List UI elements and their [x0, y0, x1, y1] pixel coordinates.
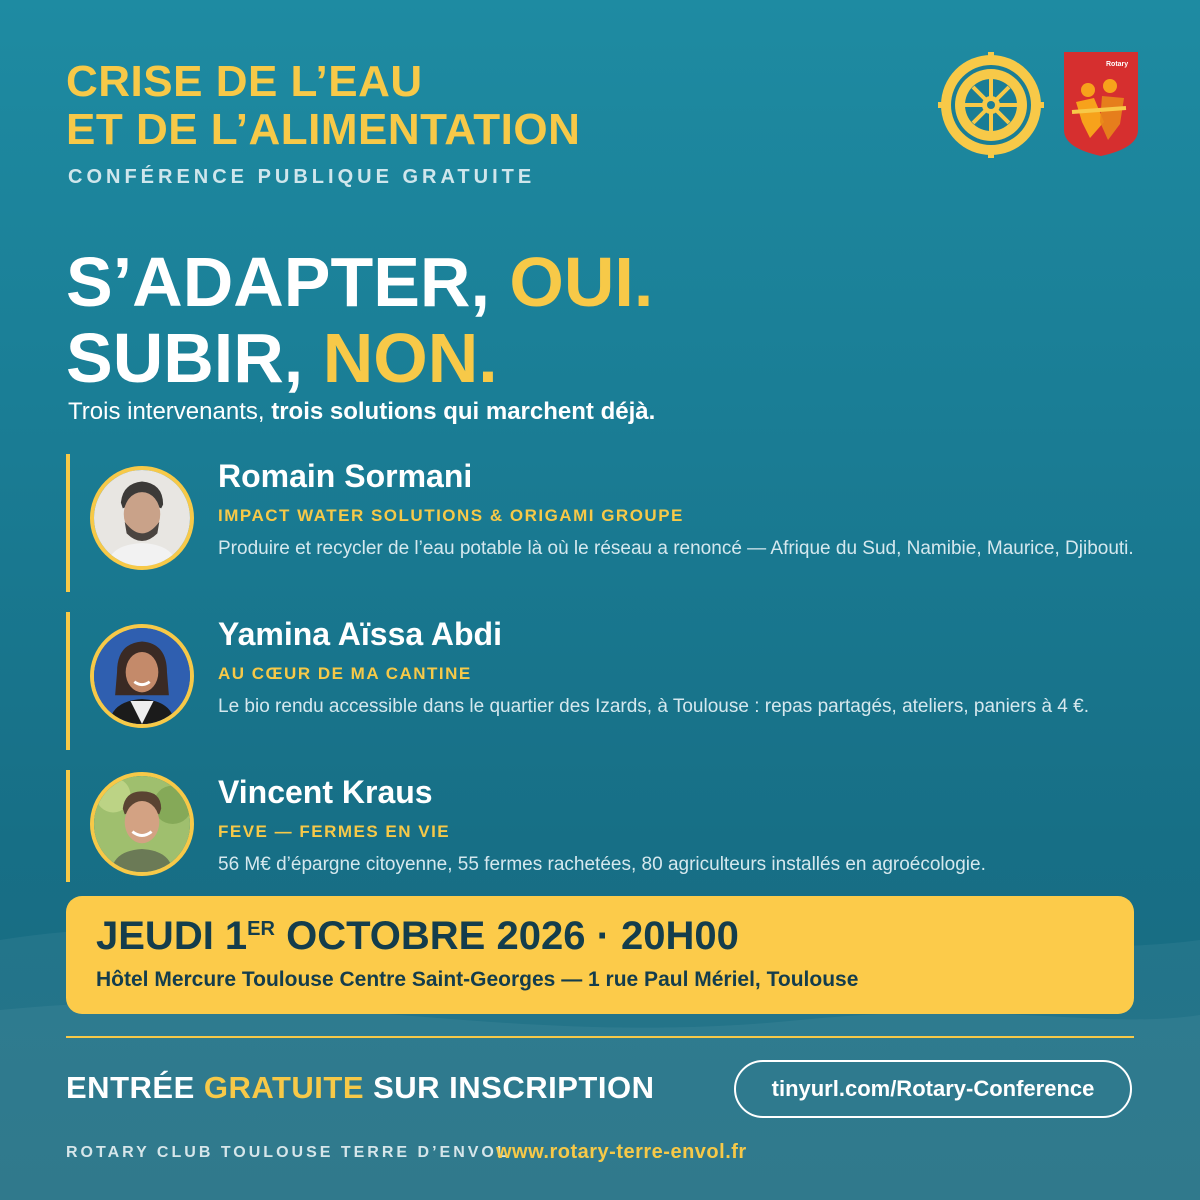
speaker-name: Romain Sormani: [218, 458, 473, 494]
speaker-accent-bar: [66, 612, 70, 750]
speaker-organization: FEVE — FERMES EN VIE: [218, 822, 451, 841]
intro-text: [68, 398, 655, 426]
divider: [66, 1036, 1134, 1038]
speaker-photo: [90, 466, 194, 570]
headline: [66, 244, 653, 396]
speaker-card: [66, 770, 1146, 882]
event-subtitle: CONFÉRENCE PUBLIQUE GRATUITE: [68, 166, 536, 188]
headline-oui: OUI.: [509, 243, 654, 321]
speaker-name: Vincent Kraus: [218, 774, 433, 810]
registration-cta: [66, 1070, 654, 1106]
headline-non: NON.: [322, 319, 498, 397]
speaker-description: Produire et recycler de l’eau potable là où le réseau a renoncé — Afrique du Sud, Namibie, Maurice, Djibouti.: [218, 538, 1134, 559]
cta-free: GRATUITE: [203, 1070, 364, 1105]
speaker-organization: AU CŒUR DE MA CANTINE: [218, 664, 472, 683]
speaker-accent-bar: [66, 770, 70, 882]
speaker-description: 56 M€ d’épargne citoyenne, 55 fermes rachetées, 80 agriculteurs installés en agroécologie.: [218, 854, 986, 875]
registration-url[interactable]: tinyurl.com/Rotary-Conference: [771, 1076, 1095, 1101]
event-title: [66, 58, 580, 154]
headline-line-1: [66, 244, 653, 320]
footer-club-name: ROTARY CLUB TOULOUSE TERRE D’ENVOL: [66, 1144, 510, 1161]
cta-part-3: SUR INSCRIPTION: [364, 1070, 655, 1105]
speaker-photo: [90, 772, 194, 876]
title-line-1: CRISE DE L’EAU: [66, 57, 423, 106]
event-date-box: [66, 896, 1134, 1014]
event-date-suffix: ER: [247, 918, 275, 940]
speaker-organization: IMPACT WATER SOLUTIONS & ORIGAMI GROUPE: [218, 506, 684, 525]
speaker-card: [66, 612, 1146, 750]
title-line-2: ET DE L’ALIMENTATION: [66, 105, 581, 154]
club-badge-logo: [1064, 52, 1138, 156]
speaker-photo: [90, 624, 194, 728]
headline-line-2: [66, 320, 653, 396]
footer-website-link[interactable]: www.rotary-terre-envol.fr: [496, 1141, 747, 1163]
intro-bold: trois solutions qui marchent déjà.: [271, 398, 656, 425]
headline-adapter: S’ADAPTER,: [66, 243, 510, 321]
event-date-rest: OCTOBRE 2026 · 20H00: [274, 914, 739, 958]
speaker-accent-bar: [66, 454, 70, 592]
headline-subir: SUBIR,: [66, 319, 323, 397]
cta-part-1: ENTRÉE: [66, 1070, 204, 1105]
club-badge-text: Rotary: [1106, 61, 1129, 68]
speaker-card: [66, 454, 1146, 592]
event-date-day: JEUDI 1: [96, 914, 248, 958]
registration-link[interactable]: [734, 1060, 1132, 1118]
rotary-international-logo: [938, 52, 1044, 158]
speaker-description: Le bio rendu accessible dans le quartier des Izards, à Toulouse : repas partagés, ateliers, paniers à 4 €.: [218, 696, 1090, 717]
intro-plain: Trois intervenants,: [68, 398, 272, 425]
event-venue: Hôtel Mercure Toulouse Centre Saint-Georges — 1 rue Paul Mériel, Toulouse: [96, 968, 859, 991]
speaker-name: Yamina Aïssa Abdi: [218, 616, 502, 652]
event-date: [96, 914, 739, 959]
